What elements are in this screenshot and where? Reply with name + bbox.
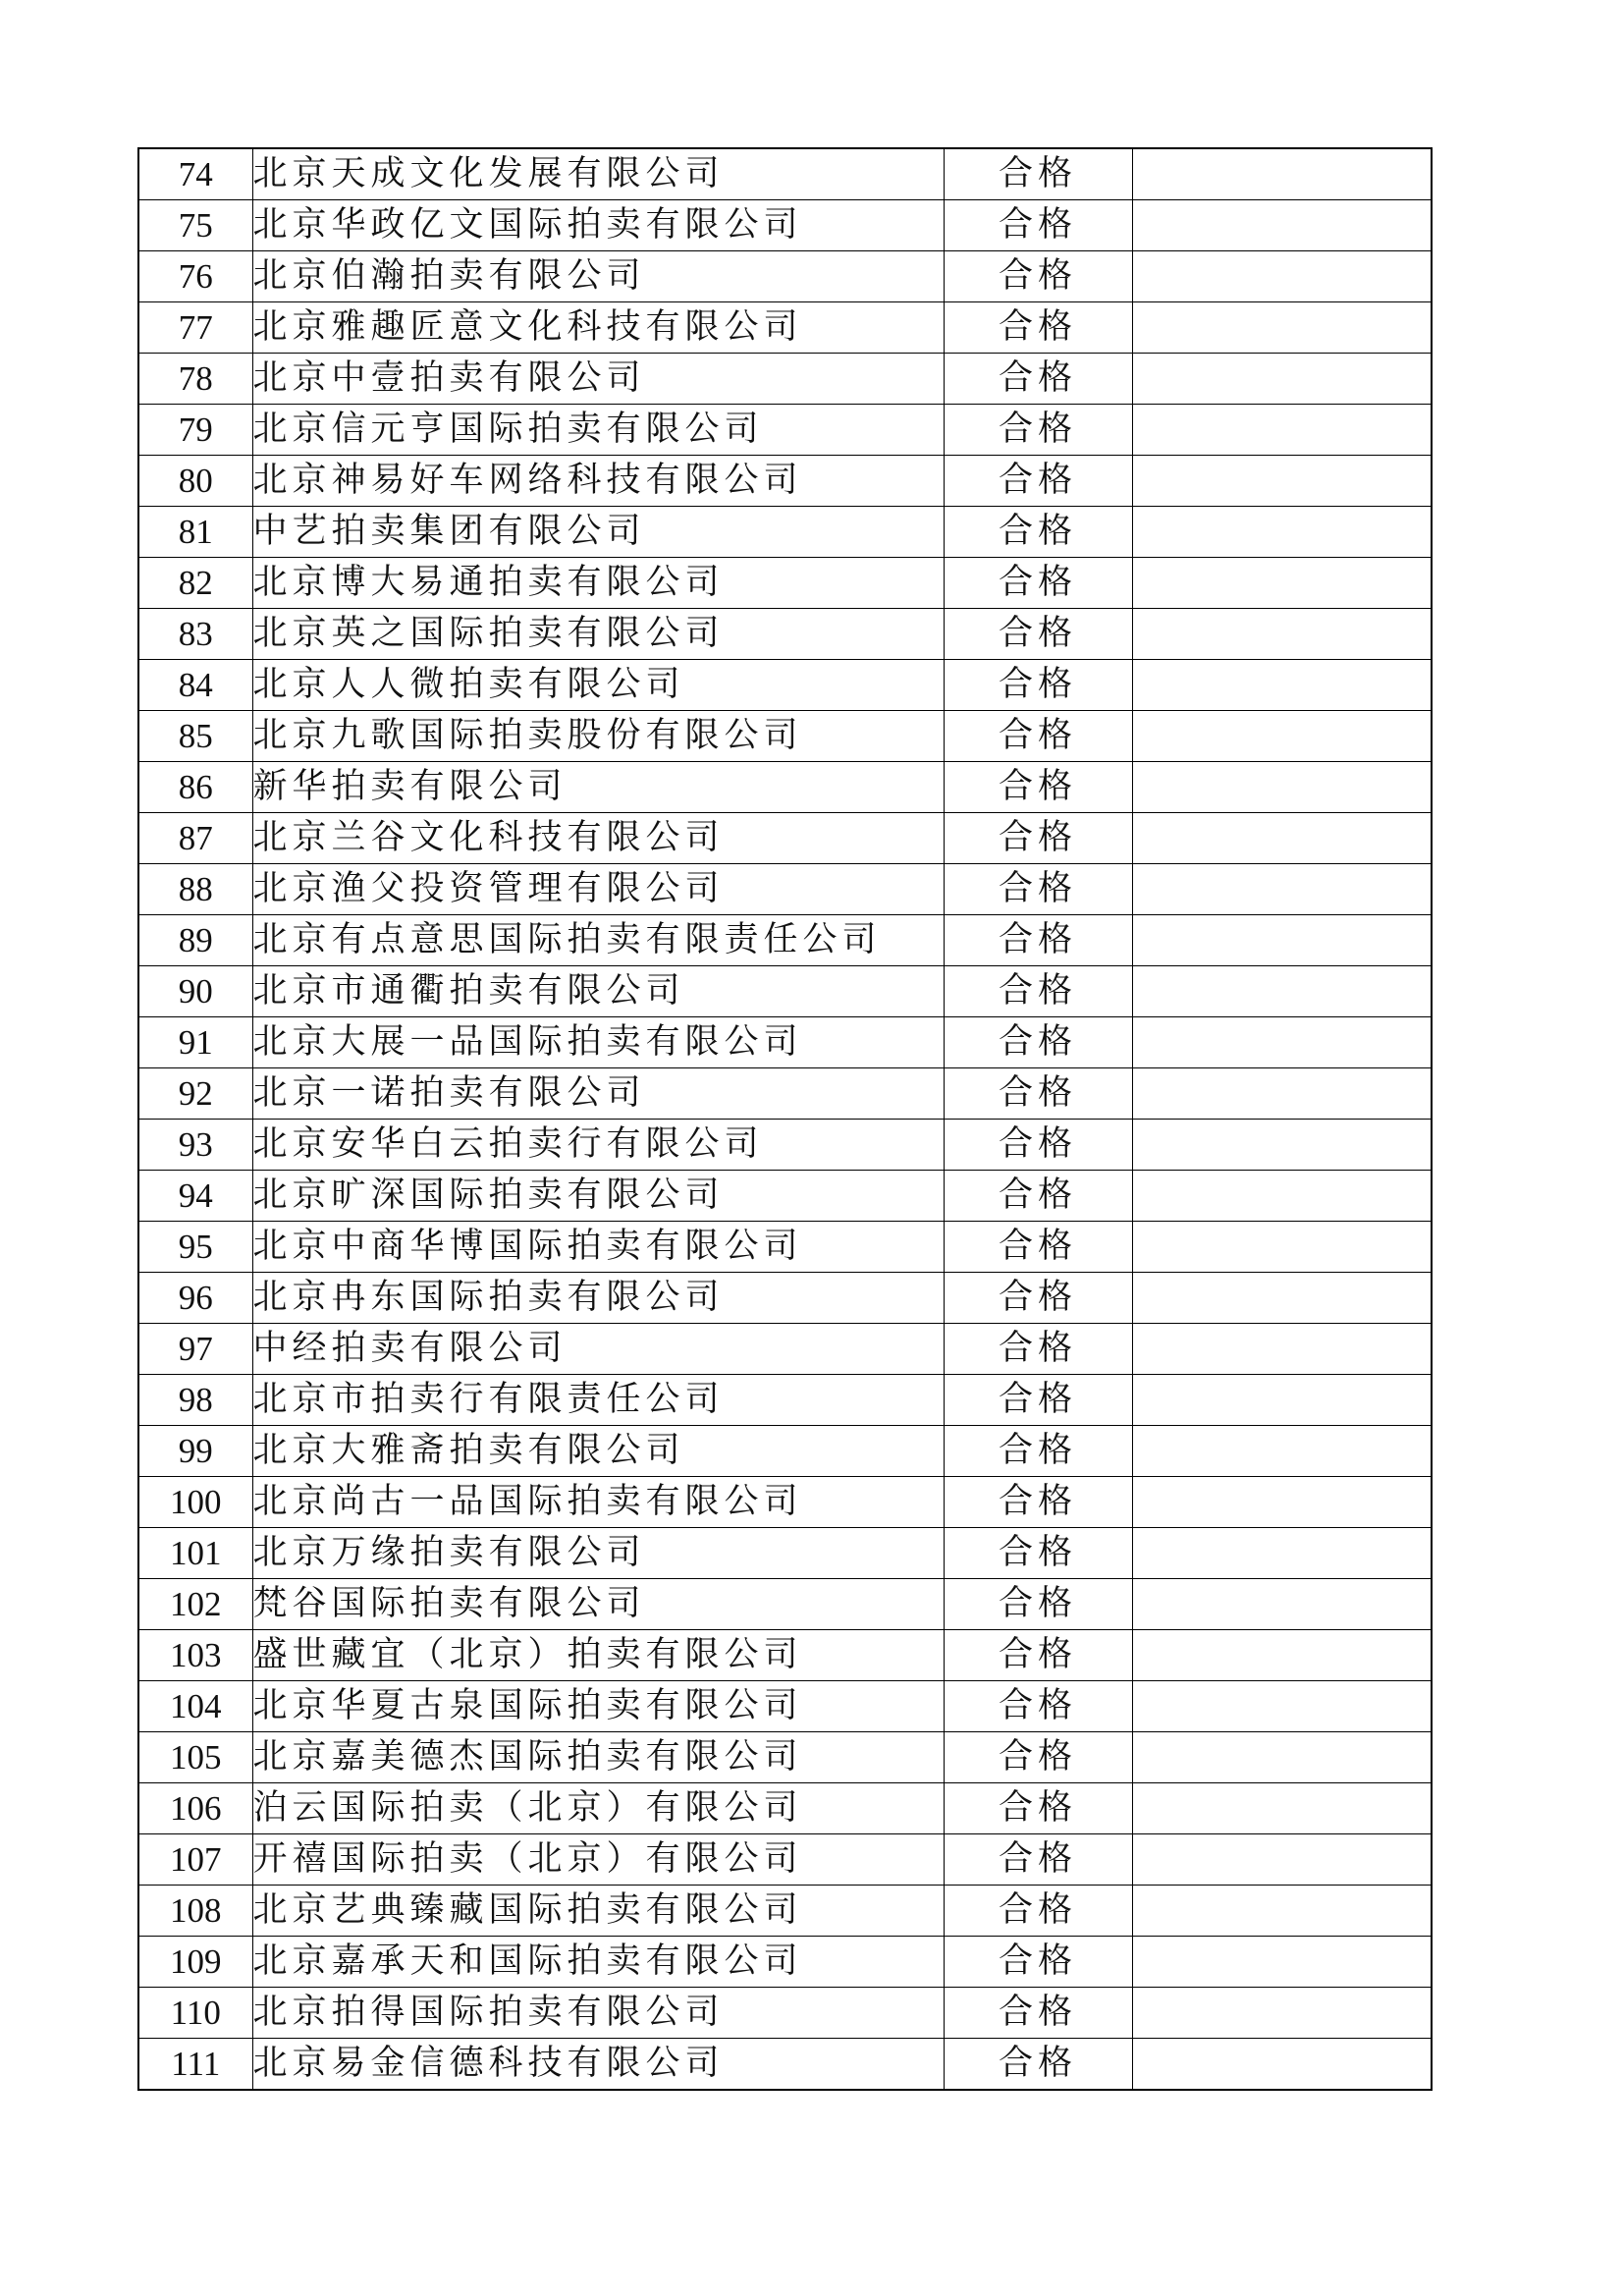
row-number-cell: 95 <box>138 1222 252 1273</box>
note-cell <box>1132 813 1432 864</box>
table-row <box>138 354 1432 405</box>
table-row <box>138 915 1432 966</box>
note-cell <box>1132 1579 1432 1630</box>
row-number-cell: 87 <box>138 813 252 864</box>
note-cell <box>1132 1068 1432 1120</box>
table-row <box>138 1834 1432 1886</box>
note-cell <box>1132 1273 1432 1324</box>
result-cell: 合格 <box>944 1783 1132 1834</box>
note-cell <box>1132 558 1432 609</box>
result-cell: 合格 <box>944 1732 1132 1783</box>
row-number-cell: 100 <box>138 1477 252 1528</box>
row-number-cell: 85 <box>138 711 252 762</box>
company-name-cell: 北京华夏古泉国际拍卖有限公司 <box>252 1681 944 1732</box>
note-cell <box>1132 1834 1432 1886</box>
note-cell <box>1132 2039 1432 2091</box>
result-cell: 合格 <box>944 915 1132 966</box>
table-row <box>138 1068 1432 1120</box>
row-number-cell: 90 <box>138 966 252 1017</box>
company-result-table <box>137 147 1433 2091</box>
result-cell: 合格 <box>944 609 1132 660</box>
table-row <box>138 1988 1432 2039</box>
table-row <box>138 405 1432 456</box>
row-number-cell: 91 <box>138 1017 252 1068</box>
row-number-cell: 98 <box>138 1375 252 1426</box>
company-name-cell: 北京兰谷文化科技有限公司 <box>252 813 944 864</box>
company-name-cell: 中艺拍卖集团有限公司 <box>252 507 944 558</box>
result-cell: 合格 <box>944 1579 1132 1630</box>
result-cell: 合格 <box>944 456 1132 507</box>
note-cell <box>1132 915 1432 966</box>
note-cell <box>1132 1017 1432 1068</box>
table-row <box>138 1477 1432 1528</box>
table-row <box>138 762 1432 813</box>
row-number-cell: 111 <box>138 2039 252 2091</box>
company-name-cell: 北京中壹拍卖有限公司 <box>252 354 944 405</box>
result-cell: 合格 <box>944 1273 1132 1324</box>
row-number-cell: 102 <box>138 1579 252 1630</box>
row-number-cell: 106 <box>138 1783 252 1834</box>
table-row <box>138 1120 1432 1171</box>
company-name-cell: 北京博大易通拍卖有限公司 <box>252 558 944 609</box>
note-cell <box>1132 864 1432 915</box>
row-number-cell: 88 <box>138 864 252 915</box>
note-cell <box>1132 1426 1432 1477</box>
row-number-cell: 97 <box>138 1324 252 1375</box>
table-row <box>138 660 1432 711</box>
company-name-cell: 北京有点意思国际拍卖有限责任公司 <box>252 915 944 966</box>
company-name-cell: 北京中商华博国际拍卖有限公司 <box>252 1222 944 1273</box>
table-row <box>138 1783 1432 1834</box>
result-cell: 合格 <box>944 2039 1132 2091</box>
company-name-cell: 北京渔父投资管理有限公司 <box>252 864 944 915</box>
row-number-cell: 83 <box>138 609 252 660</box>
note-cell <box>1132 405 1432 456</box>
note-cell <box>1132 1375 1432 1426</box>
table-row <box>138 1324 1432 1375</box>
table-row <box>138 1937 1432 1988</box>
result-cell: 合格 <box>944 1937 1132 1988</box>
company-name-cell: 北京大雅斋拍卖有限公司 <box>252 1426 944 1477</box>
result-cell: 合格 <box>944 302 1132 354</box>
table-row <box>138 1222 1432 1273</box>
row-number-cell: 78 <box>138 354 252 405</box>
note-cell <box>1132 1886 1432 1937</box>
company-name-cell: 北京拍得国际拍卖有限公司 <box>252 1988 944 2039</box>
result-cell: 合格 <box>944 1834 1132 1886</box>
company-name-cell: 北京尚古一品国际拍卖有限公司 <box>252 1477 944 1528</box>
note-cell <box>1132 302 1432 354</box>
note-cell <box>1132 251 1432 302</box>
note-cell <box>1132 1937 1432 1988</box>
row-number-cell: 94 <box>138 1171 252 1222</box>
company-name-cell: 北京一诺拍卖有限公司 <box>252 1068 944 1120</box>
row-number-cell: 82 <box>138 558 252 609</box>
company-name-cell: 北京冉东国际拍卖有限公司 <box>252 1273 944 1324</box>
table-row <box>138 609 1432 660</box>
row-number-cell: 107 <box>138 1834 252 1886</box>
result-cell: 合格 <box>944 1988 1132 2039</box>
result-cell: 合格 <box>944 864 1132 915</box>
result-cell: 合格 <box>944 1477 1132 1528</box>
row-number-cell: 89 <box>138 915 252 966</box>
company-name-cell: 北京嘉承天和国际拍卖有限公司 <box>252 1937 944 1988</box>
row-number-cell: 109 <box>138 1937 252 1988</box>
note-cell <box>1132 456 1432 507</box>
company-name-cell: 中经拍卖有限公司 <box>252 1324 944 1375</box>
result-cell: 合格 <box>944 762 1132 813</box>
result-cell: 合格 <box>944 1528 1132 1579</box>
result-cell: 合格 <box>944 711 1132 762</box>
table-row <box>138 1886 1432 1937</box>
note-cell <box>1132 1630 1432 1681</box>
row-number-cell: 103 <box>138 1630 252 1681</box>
result-cell: 合格 <box>944 405 1132 456</box>
result-cell: 合格 <box>944 966 1132 1017</box>
note-cell <box>1132 354 1432 405</box>
note-cell <box>1132 507 1432 558</box>
company-name-cell: 北京市通衢拍卖有限公司 <box>252 966 944 1017</box>
company-name-cell: 北京信元亨国际拍卖有限公司 <box>252 405 944 456</box>
table-row <box>138 148 1432 200</box>
row-number-cell: 96 <box>138 1273 252 1324</box>
table-row <box>138 558 1432 609</box>
table-row <box>138 251 1432 302</box>
note-cell <box>1132 966 1432 1017</box>
table-row <box>138 813 1432 864</box>
note-cell <box>1132 1222 1432 1273</box>
row-number-cell: 75 <box>138 200 252 251</box>
result-cell: 合格 <box>944 1426 1132 1477</box>
table-row <box>138 456 1432 507</box>
result-cell: 合格 <box>944 1171 1132 1222</box>
result-cell: 合格 <box>944 1681 1132 1732</box>
company-name-cell: 北京天成文化发展有限公司 <box>252 148 944 200</box>
company-name-cell: 北京人人微拍卖有限公司 <box>252 660 944 711</box>
company-name-cell: 北京大展一品国际拍卖有限公司 <box>252 1017 944 1068</box>
result-cell: 合格 <box>944 1068 1132 1120</box>
result-cell: 合格 <box>944 1886 1132 1937</box>
company-name-cell: 北京伯瀚拍卖有限公司 <box>252 251 944 302</box>
company-name-cell: 盛世藏宜（北京）拍卖有限公司 <box>252 1630 944 1681</box>
result-cell: 合格 <box>944 354 1132 405</box>
result-cell: 合格 <box>944 1222 1132 1273</box>
note-cell <box>1132 1988 1432 2039</box>
table-row <box>138 1171 1432 1222</box>
table-row <box>138 864 1432 915</box>
table-row <box>138 302 1432 354</box>
result-cell: 合格 <box>944 1324 1132 1375</box>
company-name-cell: 开禧国际拍卖（北京）有限公司 <box>252 1834 944 1886</box>
note-cell <box>1132 1120 1432 1171</box>
company-name-cell: 北京雅趣匠意文化科技有限公司 <box>252 302 944 354</box>
row-number-cell: 84 <box>138 660 252 711</box>
company-name-cell: 北京神易好车网络科技有限公司 <box>252 456 944 507</box>
row-number-cell: 81 <box>138 507 252 558</box>
result-cell: 合格 <box>944 507 1132 558</box>
company-name-cell: 北京安华白云拍卖行有限公司 <box>252 1120 944 1171</box>
result-cell: 合格 <box>944 251 1132 302</box>
result-cell: 合格 <box>944 200 1132 251</box>
row-number-cell: 86 <box>138 762 252 813</box>
table-row <box>138 1681 1432 1732</box>
note-cell <box>1132 1324 1432 1375</box>
company-name-cell: 北京万缘拍卖有限公司 <box>252 1528 944 1579</box>
table-body <box>138 148 1432 2090</box>
table-row <box>138 1426 1432 1477</box>
table-row <box>138 1732 1432 1783</box>
row-number-cell: 77 <box>138 302 252 354</box>
result-cell: 合格 <box>944 148 1132 200</box>
company-name-cell: 北京市拍卖行有限责任公司 <box>252 1375 944 1426</box>
note-cell <box>1132 200 1432 251</box>
result-cell: 合格 <box>944 813 1132 864</box>
row-number-cell: 80 <box>138 456 252 507</box>
table-row <box>138 507 1432 558</box>
note-cell <box>1132 1732 1432 1783</box>
company-name-cell: 北京九歌国际拍卖股份有限公司 <box>252 711 944 762</box>
table-row <box>138 966 1432 1017</box>
table-row <box>138 1579 1432 1630</box>
note-cell <box>1132 660 1432 711</box>
row-number-cell: 76 <box>138 251 252 302</box>
result-cell: 合格 <box>944 1630 1132 1681</box>
row-number-cell: 105 <box>138 1732 252 1783</box>
row-number-cell: 101 <box>138 1528 252 1579</box>
row-number-cell: 104 <box>138 1681 252 1732</box>
table-row <box>138 1375 1432 1426</box>
company-name-cell: 北京旷深国际拍卖有限公司 <box>252 1171 944 1222</box>
company-name-cell: 北京易金信德科技有限公司 <box>252 2039 944 2091</box>
row-number-cell: 92 <box>138 1068 252 1120</box>
note-cell <box>1132 148 1432 200</box>
result-cell: 合格 <box>944 1017 1132 1068</box>
row-number-cell: 99 <box>138 1426 252 1477</box>
note-cell <box>1132 762 1432 813</box>
company-name-cell: 北京嘉美德杰国际拍卖有限公司 <box>252 1732 944 1783</box>
company-name-cell: 北京华政亿文国际拍卖有限公司 <box>252 200 944 251</box>
company-name-cell: 新华拍卖有限公司 <box>252 762 944 813</box>
table-row <box>138 711 1432 762</box>
table-row <box>138 200 1432 251</box>
result-cell: 合格 <box>944 558 1132 609</box>
table-row <box>138 1528 1432 1579</box>
table-row <box>138 1017 1432 1068</box>
note-cell <box>1132 1477 1432 1528</box>
note-cell <box>1132 1171 1432 1222</box>
table-row <box>138 1273 1432 1324</box>
row-number-cell: 110 <box>138 1988 252 2039</box>
note-cell <box>1132 1528 1432 1579</box>
row-number-cell: 74 <box>138 148 252 200</box>
note-cell <box>1132 609 1432 660</box>
company-name-cell: 北京艺典臻藏国际拍卖有限公司 <box>252 1886 944 1937</box>
row-number-cell: 79 <box>138 405 252 456</box>
note-cell <box>1132 1783 1432 1834</box>
result-cell: 合格 <box>944 660 1132 711</box>
company-name-cell: 北京英之国际拍卖有限公司 <box>252 609 944 660</box>
result-cell: 合格 <box>944 1375 1132 1426</box>
company-name-cell: 梵谷国际拍卖有限公司 <box>252 1579 944 1630</box>
row-number-cell: 108 <box>138 1886 252 1937</box>
row-number-cell: 93 <box>138 1120 252 1171</box>
table-row <box>138 1630 1432 1681</box>
note-cell <box>1132 711 1432 762</box>
table-row <box>138 2039 1432 2091</box>
company-name-cell: 泊云国际拍卖（北京）有限公司 <box>252 1783 944 1834</box>
result-cell: 合格 <box>944 1120 1132 1171</box>
note-cell <box>1132 1681 1432 1732</box>
